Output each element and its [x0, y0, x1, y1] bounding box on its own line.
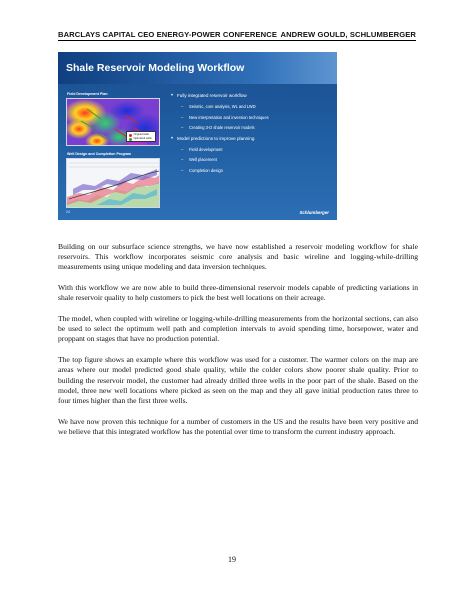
slide-bullets	[170, 92, 330, 177]
legend-optimized-label: Optimized wells	[133, 137, 152, 140]
slide-title: Shale Reservoir Modeling Workflow	[66, 62, 245, 74]
sub-bullet-item: – Creating 3-D shale reservoir models	[170, 124, 330, 135]
legend-optimized	[129, 137, 153, 141]
well-path-graphic	[67, 159, 160, 208]
paragraph: We have now proven this technique for a number of customers in the US and the results have been very positive and we believe that this integrated workflow has the potential over time to transform the current industry approach.	[58, 416, 418, 436]
sub-bullet-item: – New interpretation and inversion techniques	[170, 114, 330, 125]
header-speaker: ANDREW GOULD, SCHLUMBERGER	[280, 30, 416, 39]
sub-bullet-item: – Completion design	[170, 167, 330, 178]
paragraph: The model, when coupled with wireline or logging-while-drilling measurements from the horizontal sections, can also be used to select the optimum well path and completion intervals to avoid spending time, horsepower, water and proppant on stages that have no production potential.	[58, 314, 418, 344]
original-well-icon	[129, 134, 132, 137]
optimized-well-icon	[129, 138, 132, 141]
paragraph: The top figure shows an example where this workflow was used for a customer. The warmer colors on the map are areas where our model predicted good shale quality, while the colder colors show poorer shale quality. Prior to building the reservoir model, the customer had already drilled three wells in the poor part of the shale. Based on the model, three new well locations where picked as seen on the map and they all gave initial production rates three to four times higher than the first three wells.	[58, 355, 418, 405]
presentation-slide	[58, 52, 337, 220]
map-legend	[126, 131, 156, 142]
bullet-item: • Fully integrated reservoir workflow	[170, 92, 330, 103]
sub-bullet-item: – Field development	[170, 146, 330, 157]
field-development-label: Field Development Plan	[67, 92, 108, 96]
well-design-label: Well Design and Completion Program	[67, 152, 132, 156]
page-number: 19	[228, 555, 236, 564]
legend-original-label: Original wells	[133, 133, 149, 136]
paragraph: With this workflow we are now able to build three-dimensional reservoir models capable of predicting variations in shale reservoir quality to help customers to pick the best well locations on their acreage.	[58, 283, 418, 303]
body-text	[58, 242, 418, 448]
paragraph: Building on our subsurface science strengths, we have now established a reservoir modeling workflow for shale reservoirs. This workflow incorporates seismic core analysis and basic wireline and logging-while-drilling measurements using unique modeling and data inversion techniques.	[58, 242, 418, 272]
well-path-plot	[66, 158, 160, 208]
bullet-item: • Model predictions to improve planning	[170, 135, 330, 146]
slide-number: 24	[66, 210, 70, 214]
sub-bullet-item: – Well placement	[170, 156, 330, 167]
page-header	[58, 30, 416, 41]
sub-bullet-item: – Seismic, core analysis, WL and LWD	[170, 103, 330, 114]
reservoir-quality-map	[66, 98, 160, 146]
header-conference: BARCLAYS CAPITAL CEO ENERGY-POWER CONFERENCE	[58, 30, 278, 39]
schlumberger-logo: Schlumberger	[299, 210, 329, 215]
